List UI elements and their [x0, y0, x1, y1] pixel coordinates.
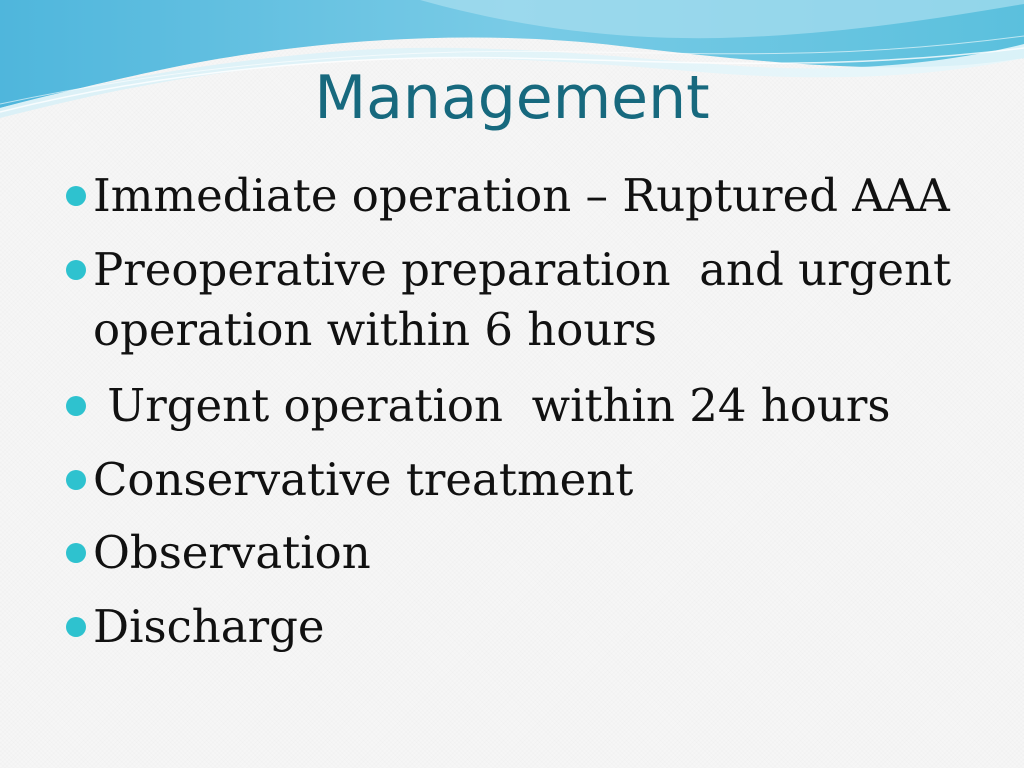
- bullet-text-continuation: operation within 6 hours: [93, 303, 657, 356]
- bullet-text: Discharge: [93, 600, 325, 653]
- bullet-text: Conservative treatment: [93, 453, 634, 506]
- bullet-text: Urgent operation within 24 hours: [93, 379, 891, 432]
- filled-circle-bullet-icon: [66, 260, 86, 280]
- filled-circle-bullet-icon: [66, 543, 86, 563]
- filled-circle-bullet-icon: [66, 617, 86, 637]
- slide-title: Management: [314, 63, 710, 133]
- bullet-text: Immediate operation – Ruptured AAA: [93, 169, 950, 222]
- bullet-text: Preoperative preparation and urgent: [93, 243, 952, 296]
- filled-circle-bullet-icon: [66, 186, 86, 206]
- bullet-text: Observation: [93, 526, 371, 579]
- filled-circle-bullet-icon: [66, 396, 86, 416]
- filled-circle-bullet-icon: [66, 470, 86, 490]
